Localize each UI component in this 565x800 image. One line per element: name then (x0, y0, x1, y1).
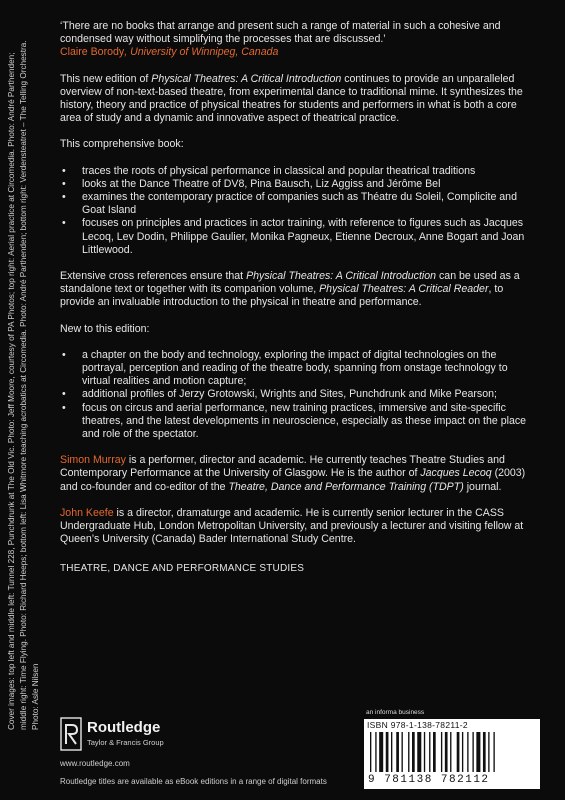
publisher-group: Taylor & Francis Group (87, 738, 164, 747)
informa-tagline: an informa business (366, 709, 425, 716)
cross-reference-paragraph: Extensive cross references ensure that Physical Theatres: A Critical Introduction can be used as a standalone text or together with its companion volume, Physical Theatres: A Critical Reader, to provide an invaluable introduction to the physical in theatre and performance. (60, 270, 520, 309)
list-item: • focuses on principles and practices in actor training, with reference to figures such as Jacques Lecoq, Lev Dodin, Philippe Gaulier, Monika Pagneux, Etienne Decroux, Anne Bogart and Joan Littlewood. (60, 217, 536, 257)
barcode-bars (368, 732, 536, 772)
back-cover-text (60, 20, 536, 575)
review-quote (60, 20, 536, 60)
author-name: John Keefe (60, 506, 114, 519)
routledge-logo (60, 715, 240, 763)
list-item: • examines the contemporary practice of companies such as Théatre du Soleil, Complicite and Goat Island (60, 191, 536, 217)
author-bio-murray: Simon Murray is a performer, director and academic. He currently teaches Theatre Studies and Contemporary Performance at the University of Glasgow. He is the author of Jacques Lecoq (2003) and co-founder and co-editor of the Theatre, Dance and Performance Training (TDPT) journal. (60, 454, 526, 493)
author-bio-keefe: John Keefe is a director, dramaturge and academic. He is currently senior lecturer in the CASS Undergraduate Hub, London Metropolitan University, and previously a lecturer and visiting fellow at Queen’s University (Canada) Bader International Study Centre. (60, 506, 524, 546)
barcode (364, 719, 540, 789)
barcode-digits: 9 781138 782112 (368, 774, 490, 786)
quote-attribution (60, 46, 536, 59)
quote-author: Claire Borody (60, 46, 125, 59)
book-features-heading: This comprehensive book: (60, 138, 184, 151)
intro-paragraph: This new edition of Physical Theatres: A Critical Introduction continues to provide an unparalleled overview of non-text-based theatre, from experimental dance to traditional mime. It synthesizes the history, theory and practice of physical theatres for students and performers in what is both a core area of study and a dynamic and innovative aspect of theatrical practice. (60, 72, 523, 125)
list-item: • traces the roots of physical performance in classical and popular theatrical traditions (60, 165, 536, 178)
list-item: • a chapter on the body and technology, exploring the impact of digital technologies on the portrayal, perception and reading of the theatre body, spanning from onstage technology to virtual realities and motion capture; (60, 349, 536, 389)
new-edition-list (60, 349, 536, 441)
isbn-text: ISBN 978-1-138-78211-2 (367, 720, 468, 730)
publisher-name: Routledge (87, 719, 161, 736)
list-item: • looks at the Dance Theatre of DV8, Pina Bausch, Liz Aggiss and Jérôme Bel (60, 178, 536, 191)
book-title: Physical Theatres: A Critical Introduction (151, 72, 342, 85)
author-name: Simon Murray (60, 454, 126, 467)
new-edition-heading: New to this edition: (60, 322, 150, 335)
ebook-note: Routledge titles are available as eBook editions in a range of digital formats (60, 777, 327, 786)
publisher-website: www.routledge.com (60, 759, 130, 768)
subject-area: THEATRE, DANCE AND PERFORMANCE STUDIES (60, 562, 305, 574)
book-features-list (60, 165, 536, 257)
list-item: • focus on circus and aerial performance, new training practices, immersive and site-specific theatres, and the latest developments in neuroscience, especially as these impact on the place and role of the spectator. (60, 402, 536, 442)
quote-affiliation: , University of Winnipeg, Canada (124, 46, 279, 59)
cover-image-credits: Cover images: top left and middle left: Tunnel 228, Punchdrunk at The Old Vic. Photo: Jeff Moore, courtesy of PA Photos; top right: Aerial practice at Circomedia. Photo: André Parthenden; middle right: Time Flying. Photo: Richard Heeps; bottom left: Lisa Whitmore teaching acrobatics at Circomedia. Photo: André Parthenden; bottom right: Verdensteatret – The Telling Orchestra. Photo: Asle Nilsen (7, 40, 40, 730)
list-item: • additional profiles of Jerzy Grotowski, Wrights and Sites, Punchdrunk and Mike Pearson; (60, 388, 536, 401)
quote-text: ‘There are no books that arrange and present such a range of material in such a cohesive and condensed way without simplifying the processes that are discussed.’ (60, 20, 501, 46)
routledge-emblem-icon (60, 717, 82, 751)
